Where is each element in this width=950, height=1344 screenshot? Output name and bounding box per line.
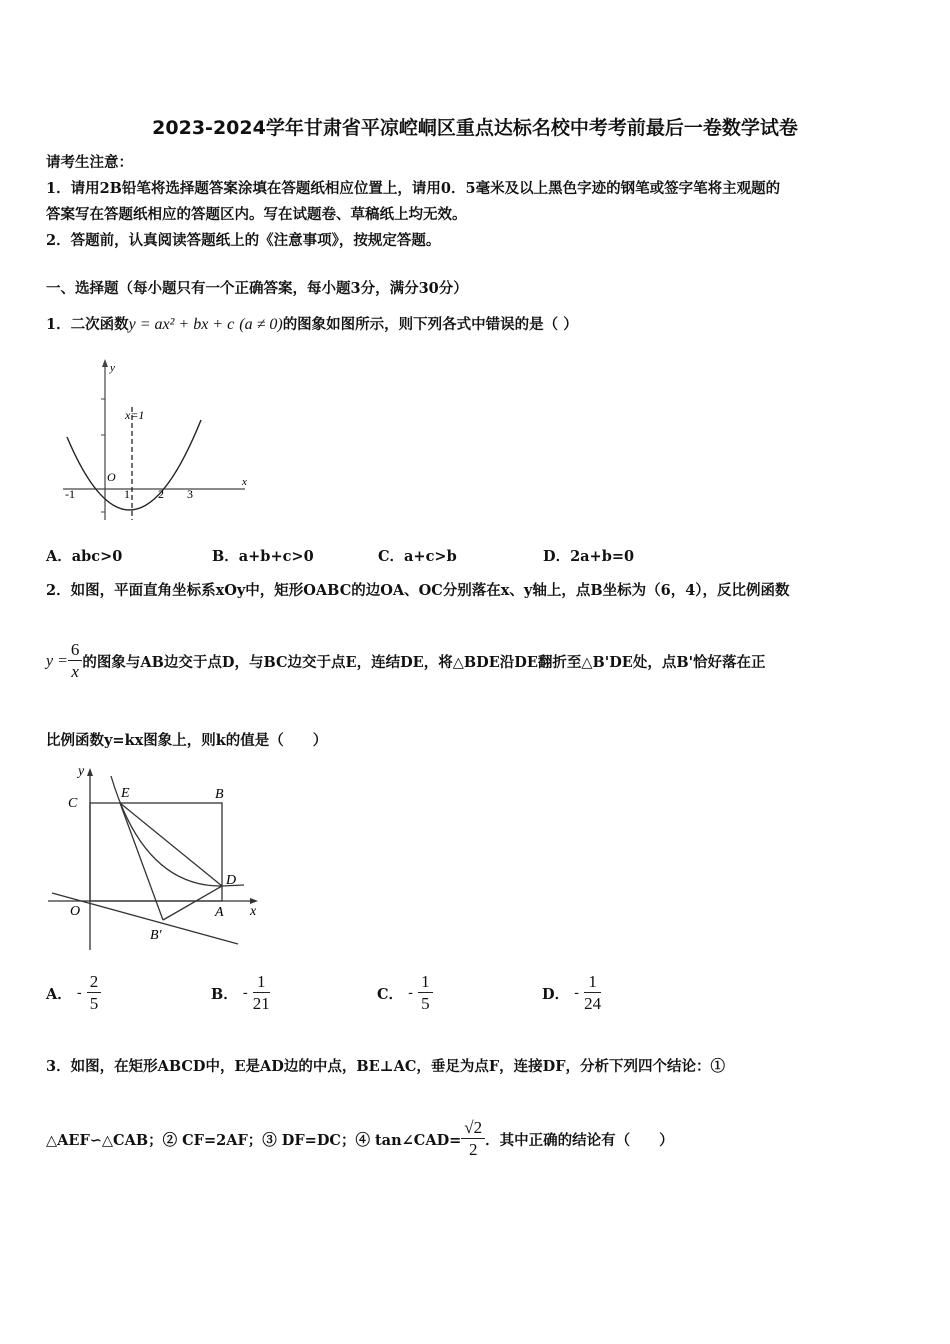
q3-fraction-den: 2 xyxy=(468,1140,478,1159)
q2-option-a-fraction xyxy=(87,972,102,1015)
q3-line-2-text: △AEF∽△CAB；② CF=2AF；③ DF=DC；④ tan∠CAD= xyxy=(46,1132,462,1149)
section-1-heading: 一、选择题（每小题只有一个正确答案，每小题3分，满分30分） xyxy=(46,280,468,297)
q2-option-c-fraction xyxy=(418,972,433,1015)
q2-label-y: y xyxy=(78,764,85,779)
question-3-line-1: 3．如图，在矩形ABCD中，E是AD边的中点，BE⊥AC，垂足为点F，连接DF，分析下列四个结论：① xyxy=(46,1058,726,1075)
q2-figure xyxy=(44,762,274,957)
q1-y-arrow xyxy=(102,359,108,367)
q1-formula: y = ax² + bx + c xyxy=(128,316,235,333)
q2-option-c-letter: C． xyxy=(377,986,404,1003)
q2-option-b[interactable] xyxy=(211,972,270,1015)
notice-heading: 请考生注意： xyxy=(46,154,133,171)
q2-option-b-letter: B． xyxy=(211,986,238,1003)
q3-line-2-end: ．其中正确的结论有（ ） xyxy=(485,1132,674,1149)
q2-option-c-sign: - xyxy=(408,985,414,1002)
q2-option-b-fraction xyxy=(253,972,270,1015)
q2-function-lhs: y = xyxy=(46,652,68,670)
q1-option-c[interactable]: C．a+c>b xyxy=(378,548,457,565)
q2-option-d-letter: D． xyxy=(542,986,570,1003)
q2-label-c: C xyxy=(68,796,78,811)
q2-option-a-den: 5 xyxy=(89,994,99,1013)
notice-item-1b: 答案写在答题纸相应的答题区内。写在试题卷、草稿纸上均无效。 xyxy=(46,206,467,223)
q1-parabola-graph xyxy=(55,355,255,530)
q1-tick-2: 2 xyxy=(158,487,164,501)
q2-label-d: D xyxy=(226,873,237,888)
q1-tick-1: 1 xyxy=(124,487,130,501)
q2-label-o: O xyxy=(70,904,81,919)
q1-label-origin: O xyxy=(107,470,116,484)
q2-option-d-den: 24 xyxy=(584,994,602,1013)
q2-option-c-den: 5 xyxy=(421,994,430,1013)
q2-option-b-sign: - xyxy=(242,985,248,1002)
question-2-line-2 xyxy=(46,640,766,683)
question-2-line-3: 比例函数y=kx图象上，则k的值是（ ） xyxy=(46,732,328,749)
q1-option-d[interactable]: D．2a+b=0 xyxy=(543,548,635,565)
q2-fraction-den: x xyxy=(71,662,79,681)
q3-fraction-num: √2 xyxy=(461,1118,485,1139)
q3-tan-fraction xyxy=(461,1118,485,1161)
q2-label-x: x xyxy=(250,904,257,919)
q2-y-arrow xyxy=(87,768,93,776)
q2-segment-bpd xyxy=(163,886,222,920)
q2-option-d-fraction xyxy=(584,972,601,1015)
q2-option-d-sign: - xyxy=(574,985,580,1002)
q2-label-bprime: B′ xyxy=(150,928,162,943)
q1-condition: (a ≠ 0) xyxy=(239,316,283,333)
q1-label-x: x xyxy=(242,476,247,488)
q1-option-a[interactable]: A．abc>0 xyxy=(46,548,123,565)
question-3-line-2 xyxy=(46,1118,674,1161)
q2-fraction-num: 6 xyxy=(68,640,83,661)
question-2-line-1: 2．如图，平面直角坐标系xOy中，矩形OABC的边OA、OC分别落在x、y轴上，点B坐标为（6，4），反比例函数 xyxy=(46,582,790,599)
q2-option-d[interactable] xyxy=(542,972,601,1015)
q2-option-b-den: 21 xyxy=(252,994,270,1013)
page-title: 2023-2024学年甘肃省平凉崆峒区重点达标名校中考考前最后一卷数学试卷 xyxy=(152,117,798,139)
q1-tick-neg1: -1 xyxy=(65,487,75,501)
q2-rectangle-oabc xyxy=(90,803,222,901)
q2-option-a[interactable] xyxy=(46,972,101,1015)
q2-option-a-sign: - xyxy=(76,985,82,1002)
notice-item-1a: 1．请用2B铅笔将选择题答案涂填在答题纸相应位置上，请用0．5毫米及以上黑色字迹的钢笔或签字笔将主观题的 xyxy=(46,180,781,197)
q2-label-a: A xyxy=(215,905,224,920)
q2-label-e: E xyxy=(121,786,130,801)
q2-option-a-num: 2 xyxy=(87,972,102,993)
q2-option-a-letter: A． xyxy=(46,986,72,1003)
q2-function-fraction xyxy=(68,640,83,683)
q2-option-d-num: 1 xyxy=(584,972,601,993)
q1-label-y: y xyxy=(110,362,115,374)
q1-tick-3: 3 xyxy=(187,487,193,501)
q2-option-b-num: 1 xyxy=(253,972,270,993)
q1-label-x-eq-1: x=1 xyxy=(125,408,145,422)
q1-parabola-curve xyxy=(67,420,201,510)
q2-label-b: B xyxy=(215,787,224,802)
q2-option-c-num: 1 xyxy=(418,972,433,993)
q1-prefix: 1．二次函数 xyxy=(46,316,129,333)
q1-option-b[interactable]: B．a+b+c>0 xyxy=(212,548,314,565)
q2-line-2-text: 的图象与AB边交于点D，与BC边交于点E，连结DE，将△BDE沿DE翻折至△B'DE处，点B'恰好落在正 xyxy=(82,654,766,671)
question-1-text xyxy=(46,313,578,334)
q1-suffix: 的图象如图所示，则下列各式中错误的是（ ） xyxy=(282,316,578,333)
notice-item-2: 2．答题前，认真阅读答题纸上的《注意事项》，按规定答题。 xyxy=(46,232,441,249)
q2-option-c[interactable] xyxy=(377,972,433,1015)
